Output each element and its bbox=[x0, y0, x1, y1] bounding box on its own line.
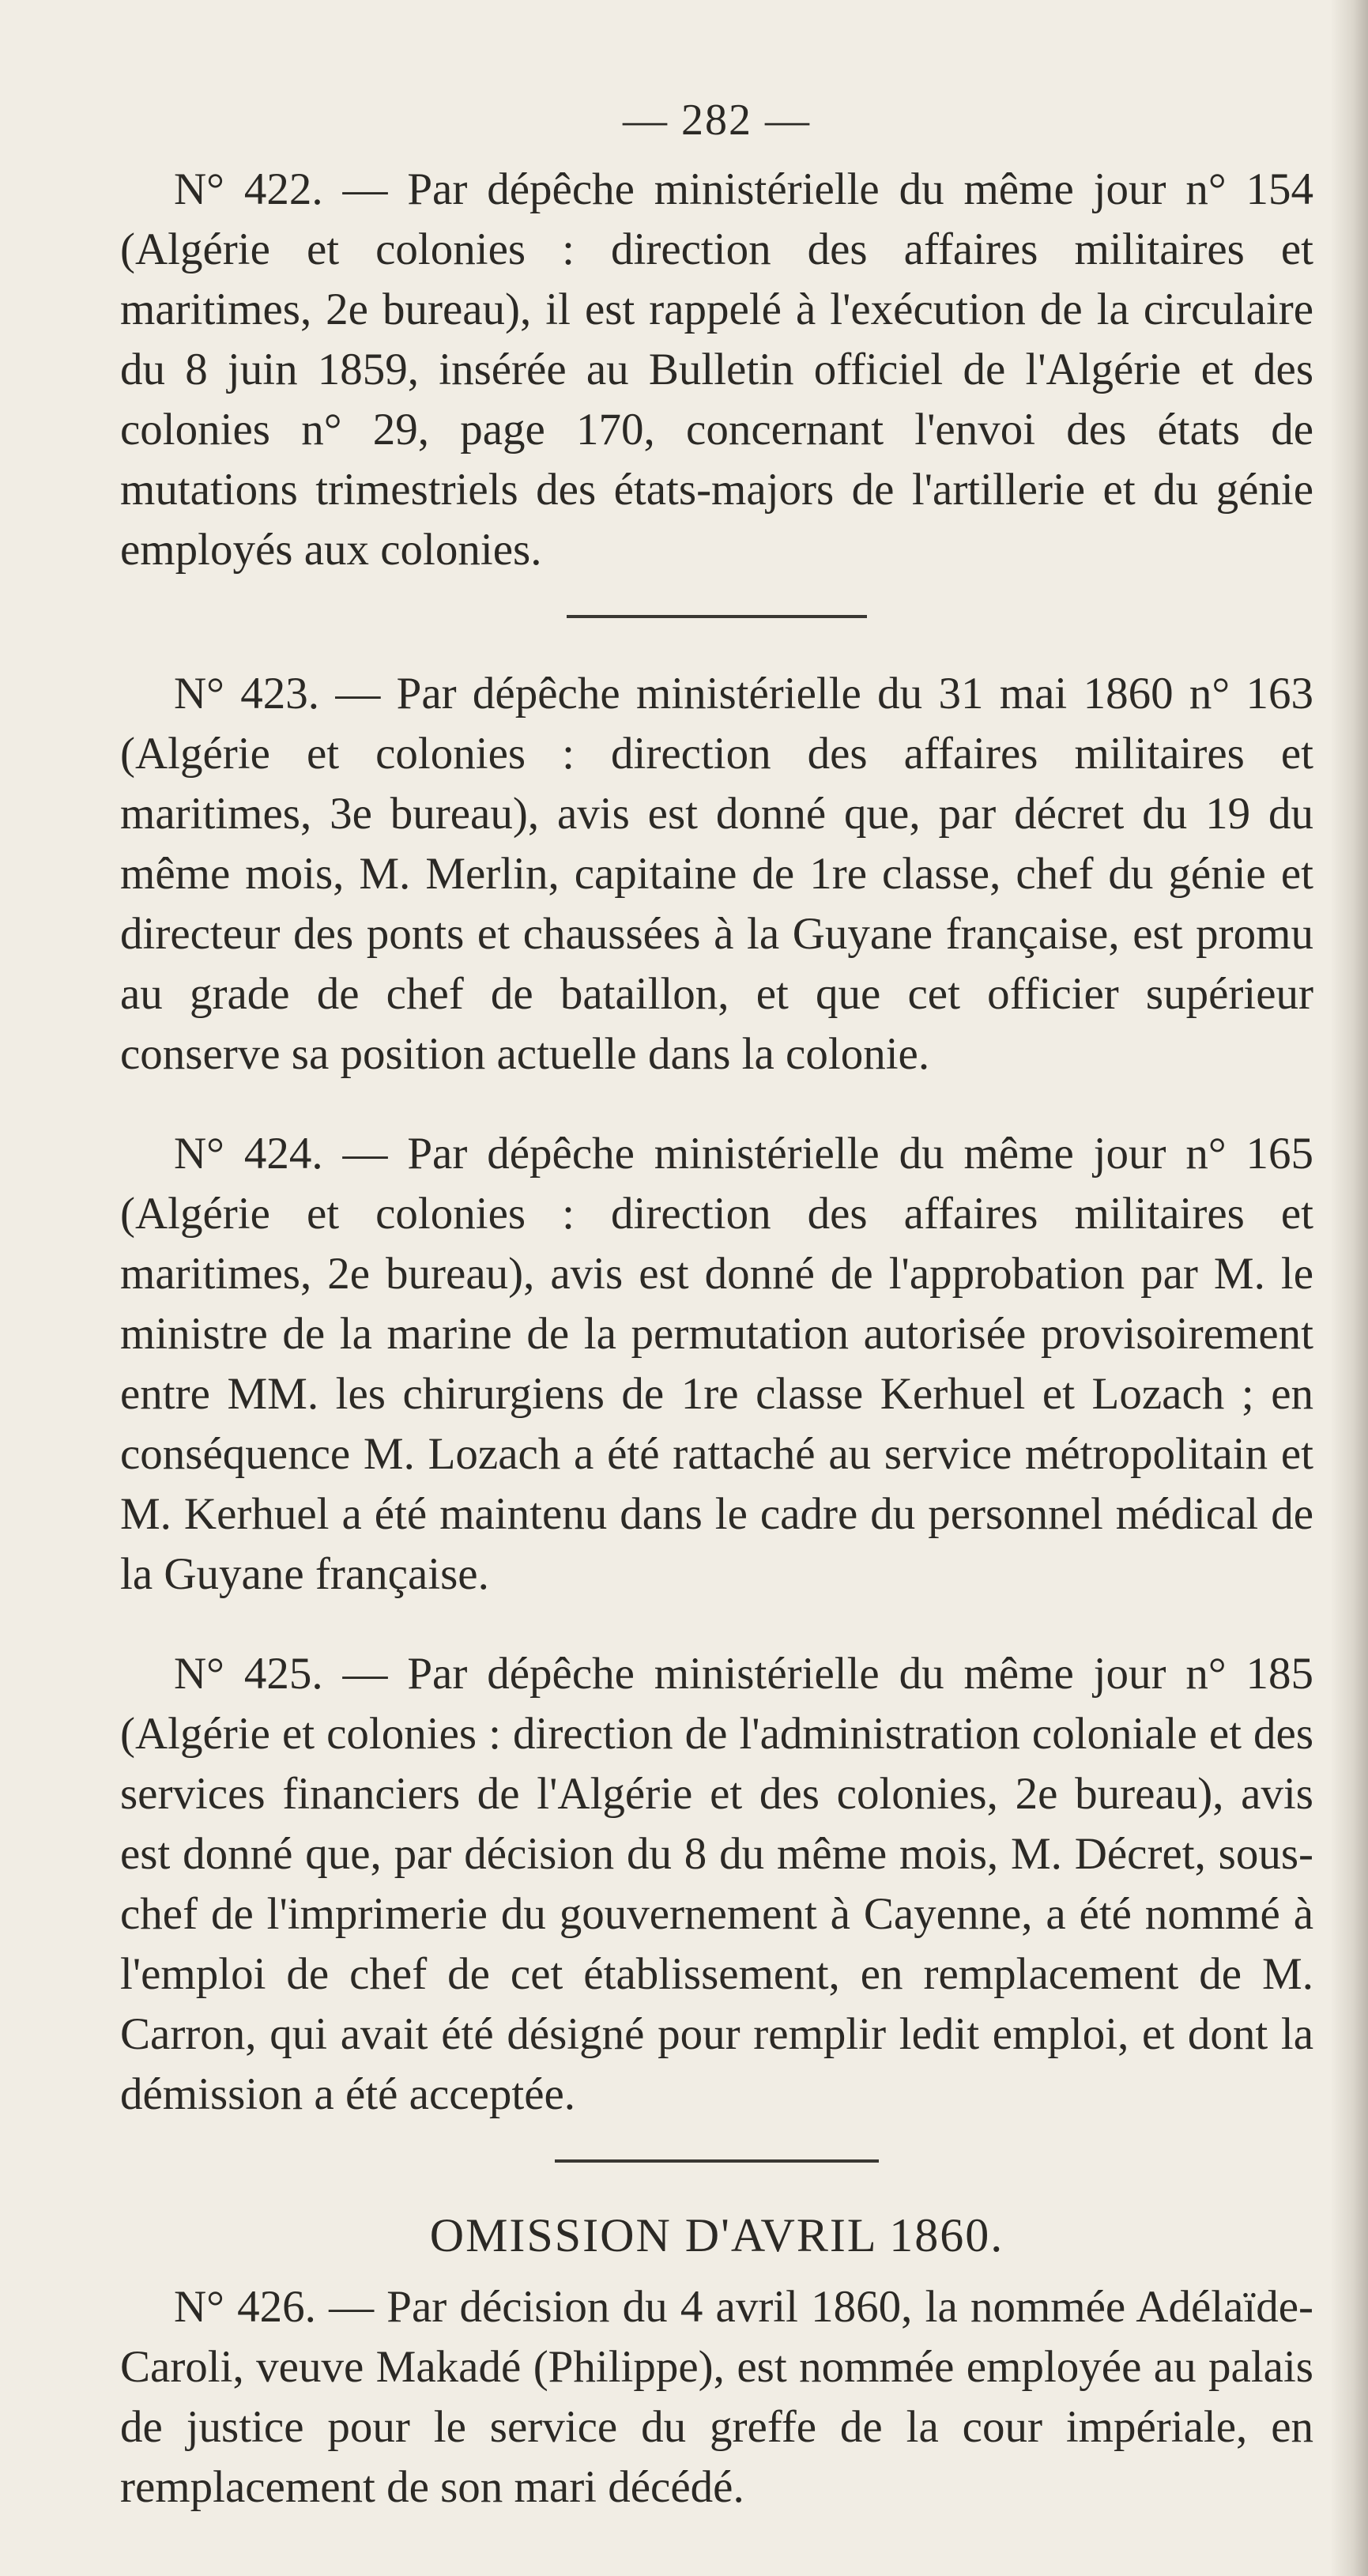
entry-425: N° 425. — Par dépêche ministérielle du même jour n° 185 (Algérie et colonies : direction de l'administration coloniale et des services financiers de l'Algérie et des colonies, 2e bureau), avis est donné que, par décision du 8 du même mois, M. Décret, sous-chef de l'imprimerie du gouvernement à Cayenne, a été nommé à l'emploi de chef de cet établissement, en remplacement de M. Carron, qui avait été désigné pour remplir ledit emploi, et dont la démission a été acceptée. bbox=[120, 1649, 1313, 2119]
entry-422: N° 422. — Par dépêche ministérielle du même jour n° 154 (Algérie et colonies : direction des affaires militaires et maritimes, 2e bureau), il est rappelé à l'exécution de la circulaire du 8 juin 1859, insérée au Bulletin officiel de l'Algérie et des colonies n° 29, page 170, concernant l'envoi des états de mutations trimestriels des états-majors de l'artillerie et du génie employés aux colonies. bbox=[120, 164, 1313, 575]
paragraph-gap bbox=[120, 1084, 1313, 1124]
entry-424: N° 424. — Par dépêche ministérielle du même jour n° 165 (Algérie et colonies : direction des affaires militaires et maritimes, 2e bureau), avis est donné de l'approbation par M. le ministre de la marine de la permutation autorisée provisoirement entre MM. les chirurgiens de 1re classe Kerhuel et Lozach ; en conséquence M. Lozach a été rattaché au service métropolitain et M. Kerhuel a été maintenu dans le cadre du personnel médical de la Guyane française. bbox=[120, 1129, 1313, 1599]
section-heading: OMISSION D'AVRIL 1860. bbox=[429, 2209, 1004, 2261]
document-page bbox=[120, 95, 1313, 2518]
entry-423: N° 423. — Par dépêche ministérielle du 31 mai 1860 n° 163 (Algérie et colonies : direction des affaires militaires et maritimes, 3e bureau), avis est donné que, par décret du 19 du même mois, M. Merlin, capitaine de 1re classe, chef du génie et directeur des ponts et chaussées à la Guyane française, est promu au grade de chef de bataillon, et que cet officier supérieur conserve sa position actuelle dans la colonie. bbox=[120, 669, 1313, 1079]
page-number: — 282 — bbox=[623, 96, 811, 145]
paragraph-gap bbox=[120, 1605, 1313, 1644]
section-divider bbox=[555, 2159, 879, 2163]
section-divider bbox=[567, 615, 867, 618]
page-edge-shadow bbox=[1330, 0, 1368, 2576]
entry-426: N° 426. — Par décision du 4 avril 1860, la nommée Adélaïde-Caroli, veuve Makadé (Philippe), est nommée employée au palais de justice pour le service du greffe de la cour impériale, en remplacement de son mari décédé. bbox=[120, 2282, 1313, 2512]
